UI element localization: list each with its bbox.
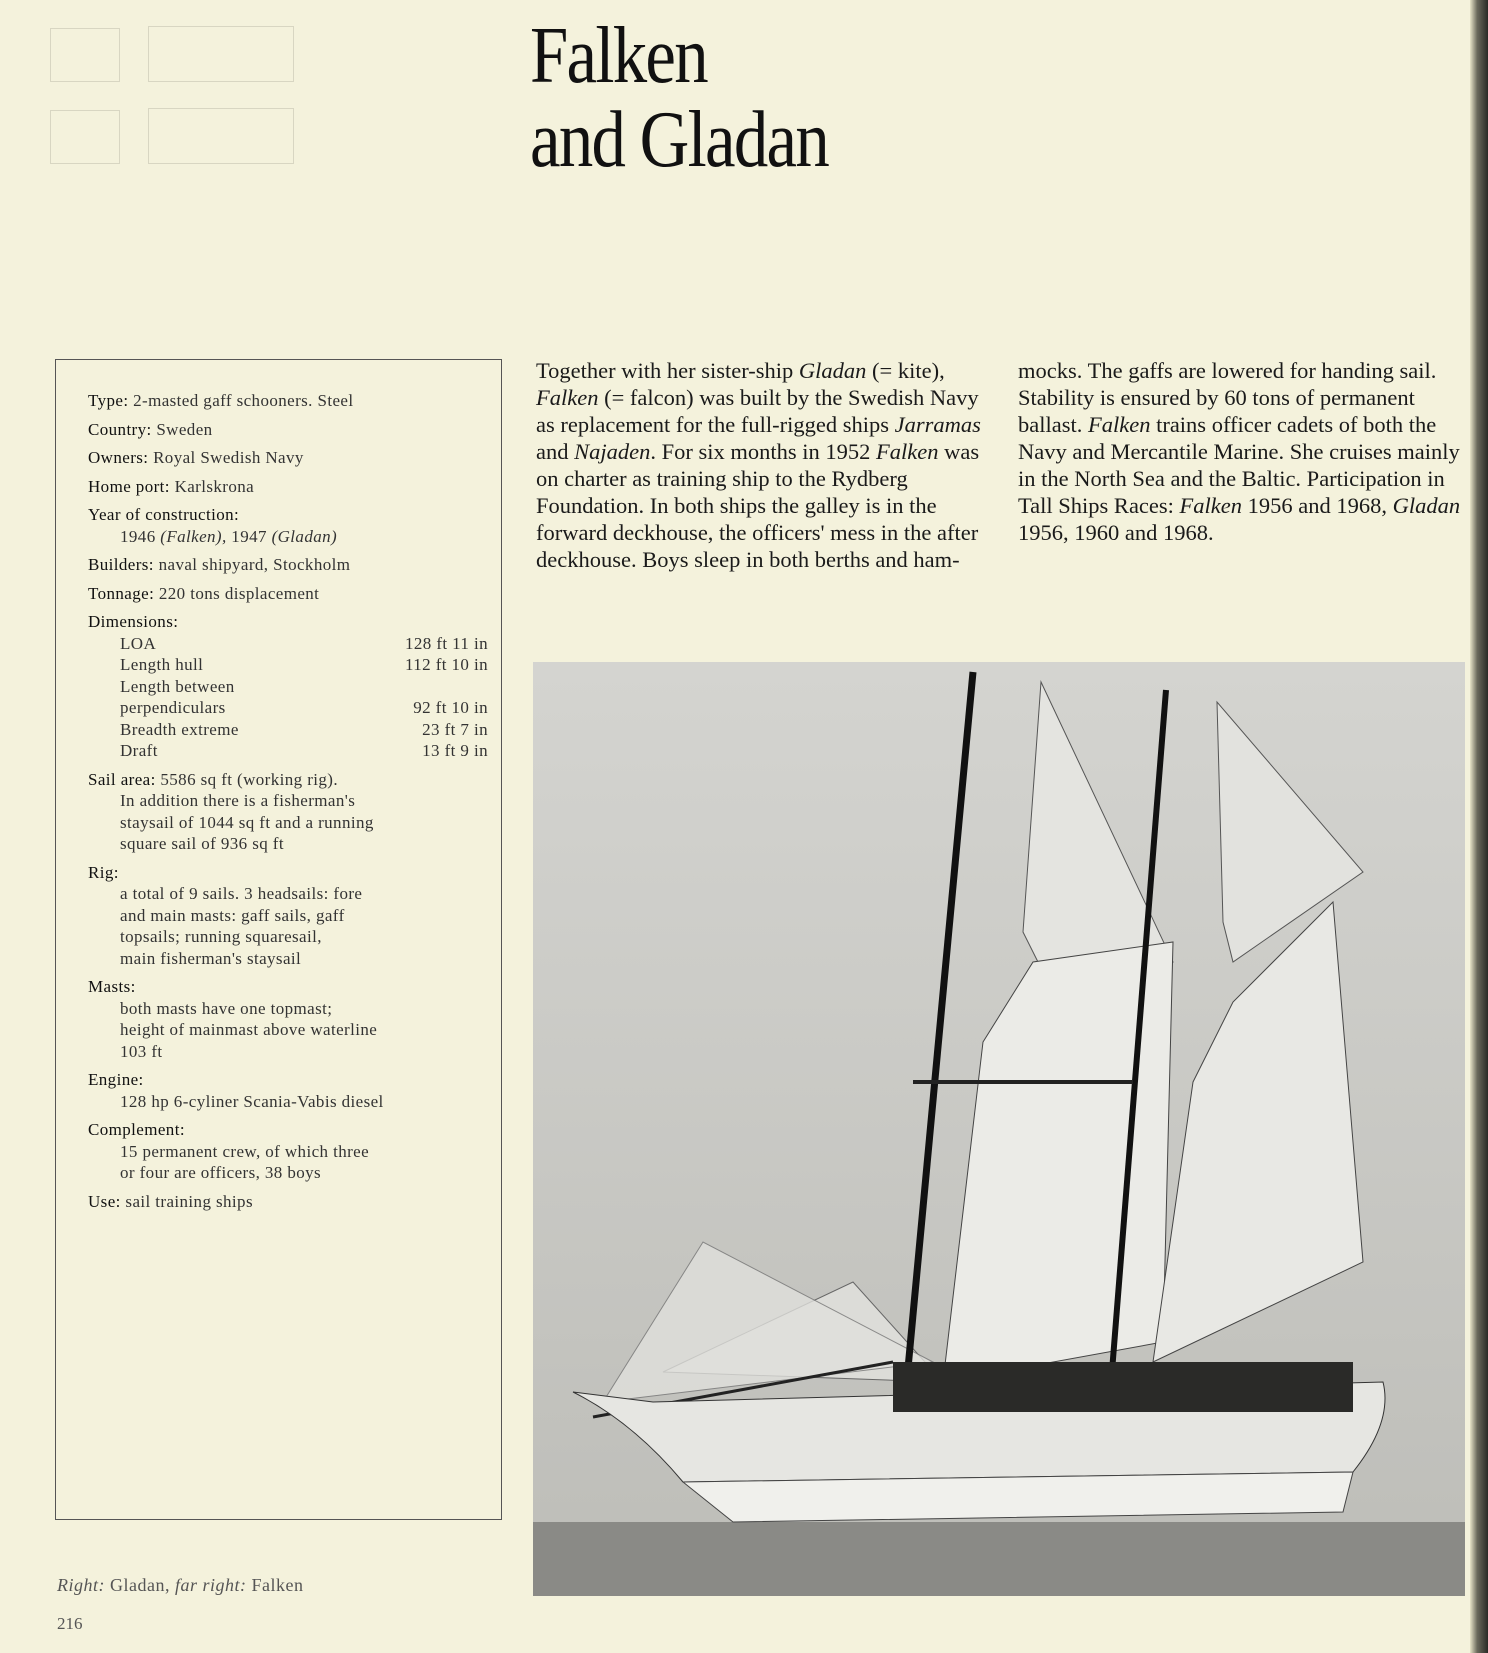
page-edge [1470,0,1488,1653]
decorative-frame [148,108,294,164]
page-number: 216 [57,1614,83,1633]
body-text: Gladan [798,358,867,383]
dimension-row [88,740,488,762]
body-text: Falken [876,439,939,464]
spec-home-port: Home port: Karlskrona [88,476,255,496]
spec-list [88,390,488,1219]
ship-photo [533,662,1465,1596]
decorative-frame [50,28,120,82]
decorative-frame [148,26,294,82]
dimension-row [88,719,488,741]
dimension-value: 23 ft 7 in [422,719,488,739]
dimension-name: Length between [120,676,235,696]
body-text: Gladan [1392,493,1461,518]
body-text: Jarramas [894,412,981,437]
dimension-value: 112 ft 10 in [404,655,488,674]
body-text: Falken [536,385,599,410]
body-text: mocks. The gaffs are lowered for handing sail. Stability is ensured by 60 tons of permanent ballast. [1018,358,1437,437]
dimension-row [88,676,488,698]
body-text: Falken [1087,412,1151,437]
spec-tonnage: Tonnage: 220 tons displacement [88,583,320,603]
spec-complement: Complement: 15 permanent crew, of which three or four are officers, 38 boys [88,1120,370,1182]
spec-type: Type: 2-masted gaff schooners. Steel [88,391,354,410]
dimension-name: Length hull [120,655,204,674]
dimension-name: perpendiculars [120,698,226,717]
body-text: and [536,439,575,464]
page-title [530,14,828,182]
body-text: Together with her sister-ship [536,358,799,383]
body-column-1 [536,357,986,573]
dimension-value: 92 ft 10 in [413,698,488,717]
body-text: (= falcon) was built by the Swedish Navy as replacement for the full-rigged ships [536,385,979,437]
body-text: Falken [1179,493,1243,518]
spec-owners: Owners: Royal Swedish Navy [88,448,304,467]
body-text: Najaden [574,439,651,464]
dimension-name: Breadth extreme [120,719,239,739]
decorative-frame [50,110,120,164]
dimension-name: LOA [120,633,157,653]
body-text: trains officer cadets of both the Navy and Mercantile Marine. She cruises mainly in the North Sea and the Baltic. Participation in Tall Ships Races: [1018,412,1460,518]
body-text: . For six months in 1952 [650,439,877,464]
dimension-row [88,633,488,655]
spec-masts: Masts: both masts have one topmast; height of mainmast above waterline 103 ft [88,977,378,1061]
title-line: and Gladan [530,96,829,184]
title-line: Falken [530,12,707,100]
dimension-row [88,654,488,676]
dimension-row [88,697,488,719]
body-text: 1956, 1960 and 1968. [1018,520,1214,545]
body-text: was on charter as training ship to the Rydberg Foundation. In both ships the galley is in the forward deckhouse, the officers' mess in the after deckhouse. Boys sleep in both berths and ham- [536,439,980,572]
spec-country: Country: Sweden [88,419,213,439]
spec-dimensions: Dimensions: LOA 128 ft 11 in Length hull 112 ft 10 in Length between perpendiculars 92 ft 10 in Breadth extreme 23 ft 7 in Draft 13 ft 9 in [88,612,488,760]
spec-sail-area: Sail area: 5586 sq ft (working rig). In addition there is a fisherman's staysail of 1044 sq ft and a running square sail of 936 sq ft [88,769,374,853]
body-column-2 [1018,357,1468,546]
spec-use: Use: sail training ships [88,1191,253,1211]
dimension-value: 128 ft 11 in [404,633,488,653]
body-text: (= kite), [866,358,945,383]
dimension-value: 13 ft 9 in [422,741,488,760]
spec-year: Year of construction: 1946 (Falken), 1947 (Gladan) [88,505,338,546]
spec-rig: Rig: a total of 9 sails. 3 headsails: fore and main masts: gaff sails, gaff topsails; running squaresail, main fisherman's staysail [88,862,363,968]
spec-builders: Builders: naval shipyard, Stockholm [88,555,351,574]
spec-engine: Engine: 128 hp 6-cyliner Scania-Vabis diesel [88,1070,384,1111]
body-text: 1956 and 1968, [1242,493,1393,518]
photo-caption: Right: Gladan, far right: Falken [57,1575,304,1595]
dimension-name: Draft [120,741,158,760]
